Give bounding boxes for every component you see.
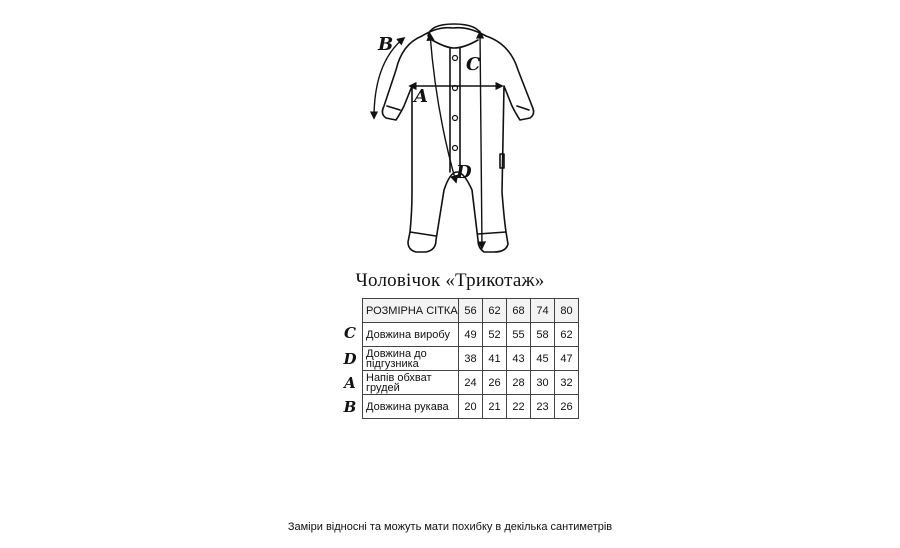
table-cell: 23 [531,395,555,419]
diagram-label-a: A [414,86,428,107]
table-row [363,347,579,371]
garment-buttons [453,56,458,151]
measure-d-arrow [430,34,456,182]
table-cell: 47 [555,347,579,371]
size-chart-table [362,298,579,419]
size-62: 62 [483,299,507,323]
table-cell: 49 [459,323,483,347]
table-cell: 21 [483,395,507,419]
diagram-label-c: C [466,54,481,75]
table-cell: 58 [531,323,555,347]
table-cell: 62 [555,323,579,347]
row-label: Довжина до підгузника [363,347,459,371]
table-header-label: РОЗМІРНА СІТКА [363,299,459,323]
table-row [363,371,579,395]
table-cell: 45 [531,347,555,371]
table-cell: 26 [555,395,579,419]
row-letter-d: D [343,350,357,368]
table-cell: 32 [555,371,579,395]
row-label: Довжина рукава [363,395,459,419]
size-56: 56 [459,299,483,323]
table-cell: 28 [507,371,531,395]
bodysuit-illustration [360,22,550,258]
row-label: Напів обхват грудей [363,371,459,395]
table-cell: 20 [459,395,483,419]
diagram-label-b: B [378,34,394,55]
table-cell: 24 [459,371,483,395]
row-letter-b: B [343,398,357,416]
table-cell: 55 [507,323,531,347]
table-cell: 43 [507,347,531,371]
table-cell: 26 [483,371,507,395]
table-row [363,323,579,347]
table-header-row [363,299,579,323]
table-cell: 22 [507,395,531,419]
row-letter-a: A [344,374,356,392]
diagram-label-d: D [456,162,472,183]
table-cell: 41 [483,347,507,371]
table-cell: 52 [483,323,507,347]
table-cell: 38 [459,347,483,371]
product-title: Чоловічок «Трикотаж» [355,270,545,291]
measurement-disclaimer: Заміри відносні та можуть мати похибку в декілька сантиметрів [287,521,613,533]
table-row [363,395,579,419]
size-74: 74 [531,299,555,323]
size-80: 80 [555,299,579,323]
row-label: Довжина виробу [363,323,459,347]
table-cell: 30 [531,371,555,395]
size-68: 68 [507,299,531,323]
row-letter-c: C [344,324,356,342]
